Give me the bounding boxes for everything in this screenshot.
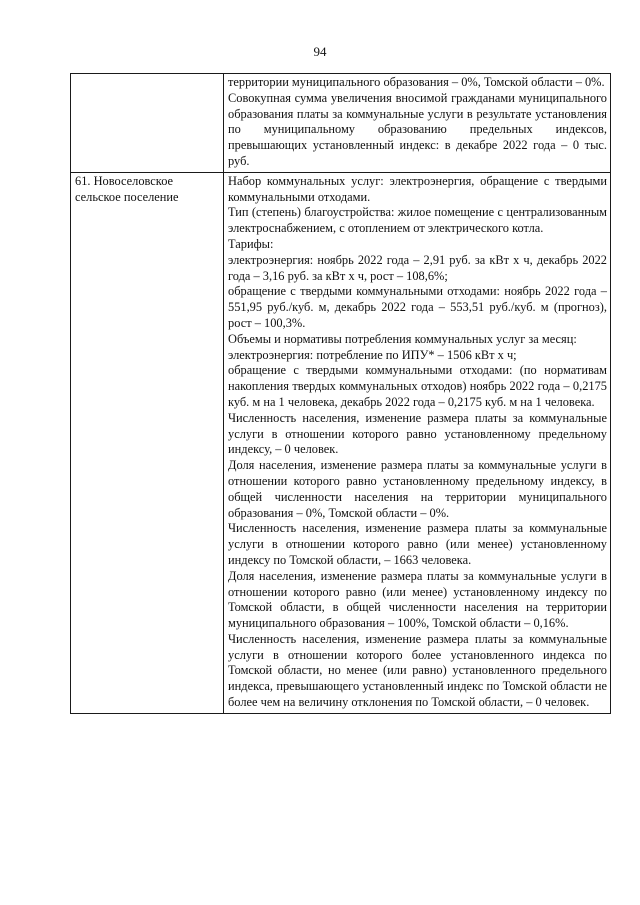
table-row [71,172,611,713]
description-cell [224,74,611,173]
description-paragraph: электроэнергия: потребление по ИПУ* – 1506 кВт х ч; [228,347,517,362]
description-paragraph: обращение с твердыми коммунальными отходами: ноябрь 2022 года – 551,95 руб./куб. м, декабрь 2022 года – 553,51 руб./куб. м (прогноз), рост – 100,3%. [228,284,607,330]
description-paragraph: Доля населения, изменение размера платы за коммунальные услуги в отношении которого равно (или менее) установленному индексу по Томской области, в общей численности населения на территории муниципального образования – 100%, Томской области – 0,16%. [228,568,607,631]
description-paragraph: Численность населения, изменение размера платы за коммунальные услуги в отношении которого равно установленному предельному индексу, – 0 человек. [228,410,607,457]
description-paragraph: Тарифы: [228,236,274,251]
description-paragraph: Доля населения, изменение размера платы за коммунальные услуги в отношении которого равно установленному предельному индексу, в общей численности населения на территории муниципального образования – 0%, Томской области – 0%. [228,458,607,520]
description-paragraph: Тип (степень) благоустройства: жилое помещение с централизованным электроснабжением, с отоплением от электрического котла. [228,205,607,236]
description-paragraph: обращение с твердыми коммунальными отходами: (по нормативам накопления твердых коммунальных отходов) ноябрь 2022 года – 0,2175 куб. м на 1 человека, декабрь 2022 года – 0,2175 куб. м на 1 человека. [228,363,607,409]
description-paragraph: Численность населения, изменение размера платы за коммунальные услуги в отношении которого равно (или менее) установленному индексу по Томской области, – 1663 человека. [228,521,607,567]
tariff-table [70,73,611,714]
description-cell [224,172,611,713]
municipality-cell: 61. Новоселовское сельское поселение [71,172,224,713]
table-row [71,74,611,173]
description-paragraph: территории муниципального образования – 0%, Томской области – 0%. [228,75,605,89]
description-paragraph: электроэнергия: ноябрь 2022 года – 2,91 руб. за кВт х ч, декабрь 2022 года – 3,16 руб. за кВт х ч, рост – 108,6%; [228,252,607,283]
page-number: 94 [313,44,327,59]
description-paragraph: Совокупная сумма увеличения вносимой гражданами муниципального образования платы за коммунальные услуги в результате установления по муниципальному образованию предельных индексов, превышающих установленный индекс: в декабре 2022 года – 0 тыс. руб. [228,90,607,168]
description-paragraph: Набор коммунальных услуг: электроэнергия, обращение с твердыми коммунальными отходами. [228,173,607,204]
municipality-cell [71,74,224,173]
description-paragraph: Объемы и нормативы потребления коммунальных услуг за месяц: [228,331,577,346]
description-paragraph: Численность населения, изменение размера платы за коммунальные услуги в отношении которого более установленного индекса по Томской области, но менее (или равно) установленного предельного индекса, превышающего установленный индекс по Томской области не более чем на величину отклонения по Томской области, – 0 человек. [228,631,607,710]
